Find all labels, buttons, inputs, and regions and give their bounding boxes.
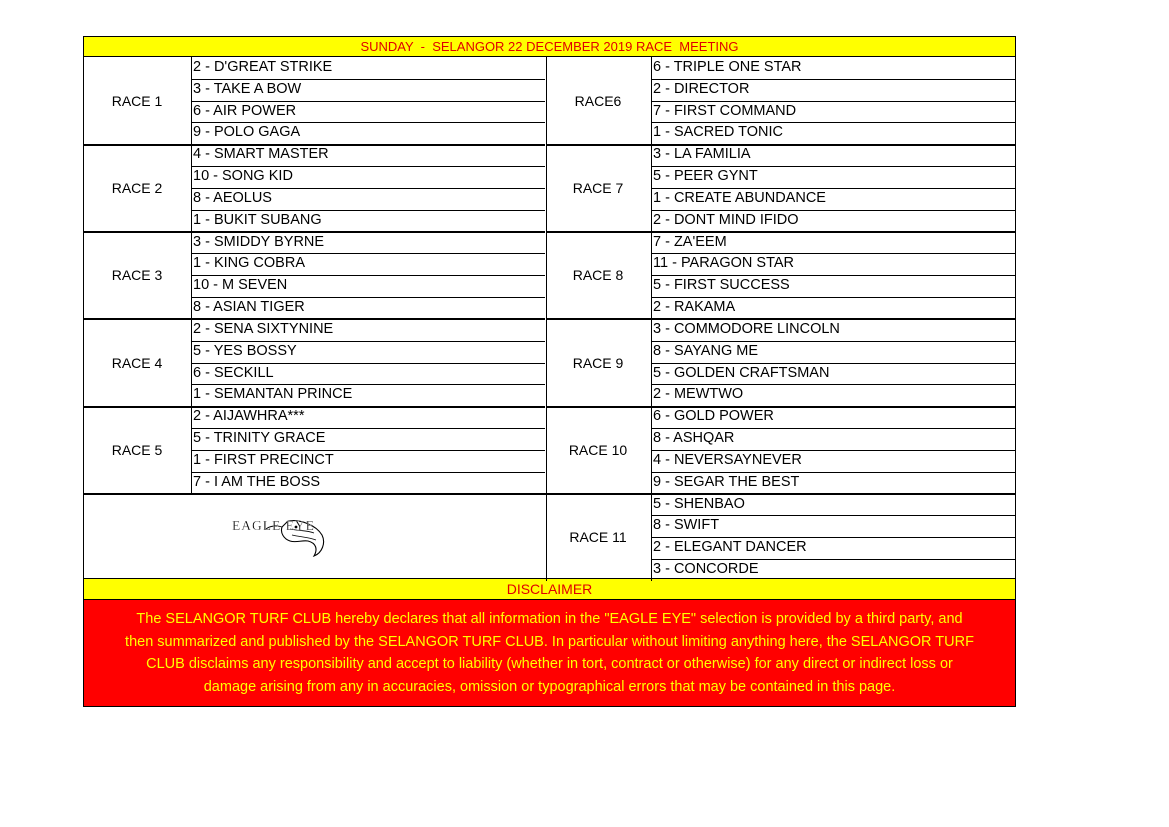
horse-entry: 4 - NEVERSAYNEVER (653, 451, 802, 468)
horse-entry: 5 - SHENBAO (653, 495, 745, 512)
block-divider (546, 318, 1015, 320)
disclaimer-line: CLUB disclaims any responsibility and accept to liability (whether in tort, contract or otherwise) for any direct or indirect loss or (146, 656, 953, 672)
race-label: RACE 5 (111, 441, 163, 458)
horse-entry: 4 - SMART MASTER (193, 146, 329, 163)
race-selection-sheet (83, 36, 1016, 707)
logo-text: EAGLE EYE (232, 518, 315, 533)
horse-entry: 1 - FIRST PRECINCT (193, 451, 334, 468)
row-divider (651, 275, 1015, 276)
row-divider (191, 122, 545, 123)
horse-entry: 2 - D'GREAT STRIKE (193, 59, 333, 75)
row-divider (191, 297, 545, 298)
race-label: RACE 4 (111, 354, 163, 371)
horse-entry: 5 - FIRST SUCCESS (653, 277, 790, 294)
row-divider (651, 472, 1015, 473)
block-divider (546, 144, 1015, 146)
race-label: RACE 2 (111, 179, 163, 196)
block-divider (546, 231, 1015, 233)
row-divider (651, 537, 1015, 538)
race-label: RACE 3 (111, 267, 163, 284)
horse-entry: 8 - SAYANG ME (653, 342, 759, 359)
row-divider (651, 384, 1015, 385)
row-divider (191, 472, 545, 473)
row-divider (651, 450, 1015, 451)
row-divider (191, 363, 545, 364)
row-divider (191, 188, 545, 189)
horse-entry: 3 - LA FAMILIA (653, 146, 751, 163)
horse-entry: 3 - SMIDDY BYRNE (193, 233, 325, 250)
row-divider (651, 210, 1015, 211)
horse-entry: 2 - DONT MIND IFIDO (653, 211, 799, 228)
horse-entry: 10 - M SEVEN (193, 277, 288, 294)
row-divider (651, 363, 1015, 364)
horse-entry: 6 - SECKILL (193, 364, 274, 381)
horse-entry: 6 - AIR POWER (193, 102, 297, 119)
horse-entry: 8 - ASIAN TIGER (193, 299, 305, 316)
disclaimer-line: then summarized and published by the SELANGOR TURF CLUB. In particular without limiting anything here, the SELANGOR TURF (125, 633, 974, 650)
disclaimer-text (84, 600, 1015, 706)
row-divider (651, 122, 1015, 123)
horse-entry: 1 - SACRED TONIC (653, 124, 783, 141)
horse-entry: 8 - ASHQAR (653, 430, 735, 447)
race-label: RACE 10 (568, 441, 628, 458)
row-divider (191, 275, 545, 276)
horse-entry: 3 - TAKE A BOW (193, 80, 302, 97)
block-divider (84, 144, 545, 146)
race-label: RACE 1 (111, 92, 163, 109)
block-divider (546, 493, 1015, 495)
block-divider (84, 318, 545, 320)
block-divider (546, 406, 1015, 408)
row-divider (191, 384, 545, 385)
horse-entry: 3 - CONCORDE (653, 560, 759, 577)
race-label: RACE6 (574, 92, 622, 109)
horse-entry: 7 - FIRST COMMAND (653, 102, 797, 119)
horse-entry: 2 - RAKAMA (653, 299, 736, 316)
horse-entry: 9 - POLO GAGA (193, 124, 301, 141)
horse-entry: 6 - GOLD POWER (653, 408, 774, 425)
row-divider (651, 101, 1015, 102)
block-divider (84, 406, 545, 408)
meeting-title: SUNDAY - SELANGOR 22 DECEMBER 2019 RACE MEETING (84, 37, 1015, 57)
horse-entry: 8 - SWIFT (653, 517, 720, 534)
race-label: RACE 7 (572, 179, 624, 196)
column-divider (546, 57, 547, 581)
horse-entry: 5 - GOLDEN CRAFTSMAN (653, 364, 830, 381)
block-divider (84, 231, 545, 233)
disclaimer-heading: DISCLAIMER (84, 578, 1015, 600)
row-divider (191, 101, 545, 102)
row-divider (651, 79, 1015, 80)
horse-entry: 2 - SENA SIXTYNINE (193, 320, 334, 337)
horse-entry: 6 - TRIPLE ONE STAR (653, 59, 802, 75)
horse-entry: 10 - SONG KID (193, 168, 293, 185)
row-divider (651, 166, 1015, 167)
column-divider (651, 57, 652, 581)
row-divider (191, 253, 545, 254)
race-label: RACE 9 (572, 354, 624, 371)
race-label: RACE 11 (569, 529, 627, 546)
horse-entry: 7 - I AM THE BOSS (193, 473, 321, 490)
block-divider (84, 493, 546, 495)
horse-entry: 2 - MEWTWO (653, 386, 744, 403)
row-divider (651, 559, 1015, 560)
column-divider (191, 57, 192, 494)
horse-entry: 1 - BUKIT SUBANG (193, 211, 322, 228)
horse-entry: 1 - CREATE ABUNDANCE (653, 189, 826, 206)
horse-entry: 2 - AIJAWHRA*** (193, 408, 305, 425)
horse-entry: 5 - YES BOSSY (193, 342, 297, 359)
race-label: RACE 8 (572, 267, 624, 284)
horse-entry: 1 - KING COBRA (193, 255, 305, 272)
row-divider (191, 341, 545, 342)
horse-entry: 5 - TRINITY GRACE (193, 430, 326, 447)
row-divider (191, 79, 545, 80)
horse-entry: 1 - SEMANTAN PRINCE (193, 386, 353, 403)
row-divider (651, 515, 1015, 516)
row-divider (191, 450, 545, 451)
horse-entry: 2 - ELEGANT DANCER (653, 539, 807, 556)
eagle-eye-logo (230, 513, 350, 557)
horse-entry: 11 - PARAGON STAR (653, 255, 794, 272)
horse-entry: 5 - PEER GYNT (653, 168, 758, 185)
horse-entry: 9 - SEGAR THE BEST (653, 473, 800, 490)
disclaimer-line: damage arising from any in accuracies, omission or typographical errors that may be contained in this page. (203, 678, 896, 695)
row-divider (651, 341, 1015, 342)
horse-entry: 8 - AEOLUS (193, 189, 272, 206)
row-divider (651, 428, 1015, 429)
row-divider (651, 297, 1015, 298)
row-divider (191, 166, 545, 167)
row-divider (651, 253, 1015, 254)
horse-entry: 2 - DIRECTOR (653, 80, 750, 97)
horse-entry: 3 - COMMODORE LINCOLN (653, 320, 840, 337)
disclaimer-line: The SELANGOR TURF CLUB hereby declares that all information in the "EAGLE EYE" selection is provided by a third party, and (136, 611, 963, 627)
row-divider (191, 210, 545, 211)
row-divider (191, 428, 545, 429)
row-divider (651, 188, 1015, 189)
horse-entry: 7 - ZA'EEM (653, 233, 727, 250)
